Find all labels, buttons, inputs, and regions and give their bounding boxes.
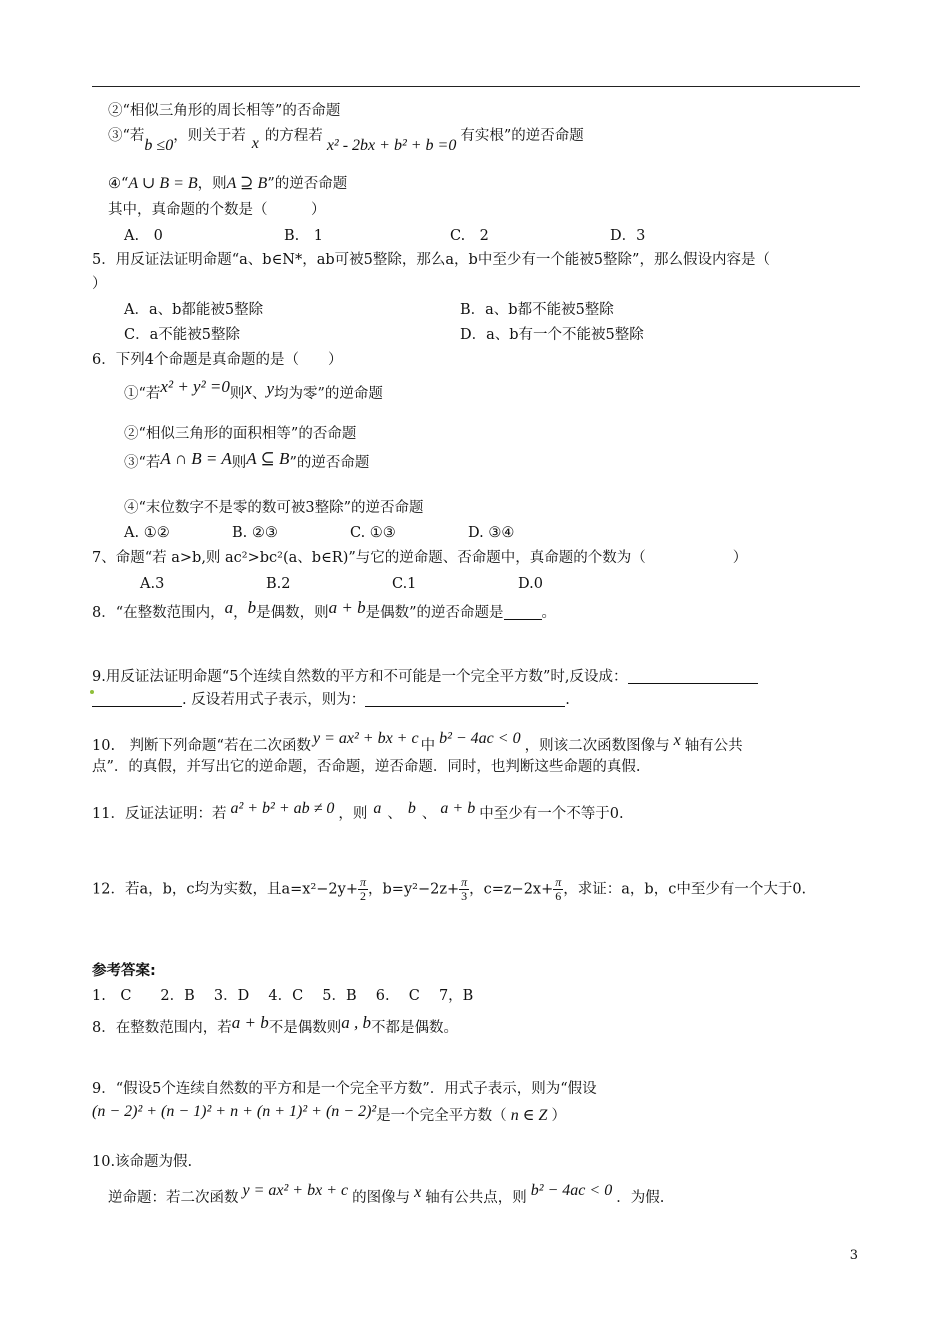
q4-item4-text-b: ，则 (197, 176, 227, 192)
q6-item1-text-b: 则 (229, 386, 245, 402)
q6-item1-x: x (244, 379, 252, 398)
answers-10-discriminant: b² − 4ac < 0 (530, 1182, 613, 1199)
q8-var-b: b (247, 598, 257, 617)
q9-blank-3[interactable] (365, 692, 565, 707)
q6-item1-text-a: ①“若 (124, 386, 161, 402)
q11-separator-1: 、 (387, 806, 402, 822)
q11-sum: a + b (440, 800, 476, 817)
answers-10-line1: 10.该命题为假. (92, 1154, 193, 1170)
q4-item3-text-d: 有实根”的逆否命题 (460, 128, 584, 144)
q4-item4-conclusion: A ⊇ B (226, 175, 268, 192)
q9-line2-end: . (565, 692, 570, 708)
q8-sum: a + b (328, 598, 366, 617)
q12-line (92, 876, 806, 903)
answers-8-text-a: 8．在整数范围内，若 (92, 1020, 232, 1036)
q10-x: x (673, 732, 681, 749)
q11-line (92, 800, 624, 824)
answers-9-line1: 9．“假设5个连续自然数的平方和是一个完全平方数”．用式子表示，则为“假设 (92, 1081, 597, 1097)
answers-10-function: y = ax² + bx + c (242, 1182, 349, 1199)
q4-item3-text-b: ，则关于若 (173, 128, 246, 144)
q4-item3 (108, 126, 584, 154)
q4-item3-variable: x (251, 135, 259, 152)
answers-10-text-d: ．为假. (616, 1190, 665, 1206)
q9-line1 (92, 667, 758, 687)
q4-option-c: C. 2 (450, 228, 489, 244)
q6-item1-text-c: 均为零”的逆命题 (274, 386, 383, 402)
q4-option-d: D．3 (610, 228, 646, 244)
q11-var-a: a (373, 800, 382, 817)
q12-frac1-denominator: 2 (360, 889, 366, 903)
answers-line1: 1. C 2．B 3．D 4．C 5．B 6. C 7，B (92, 988, 474, 1004)
q7-option-b: B.2 (266, 576, 291, 592)
q4-item4-text-c: ”的逆否命题 (267, 176, 348, 192)
q10-function: y = ax² + bx + c (312, 730, 419, 747)
q12-frac3-numerator: π (555, 875, 562, 889)
q4-item4-condition: A ∪ B = B (128, 175, 198, 192)
q4-item3-text-c: 的方程若 (264, 128, 323, 144)
q12-text-b: ，b=y²−2z+ (368, 881, 460, 898)
q12-text-c: ，c=z−2x+ (469, 881, 554, 898)
q8-text-a: 8．“在整数范围内， (92, 605, 225, 621)
q6-option-c: C. ①③ (350, 525, 396, 541)
q10-text-c: ，则该二次函数图像与 (524, 738, 670, 754)
q8-line (92, 598, 557, 623)
answers-9-set: n ∈ Z (510, 1107, 548, 1124)
q6-item3-text-b: 则 (231, 455, 247, 471)
q11-var-b: b (407, 800, 416, 817)
q12-frac3-denominator: 6 (555, 889, 562, 903)
q8-text-c: 是偶数”的逆否命题是 (365, 605, 504, 621)
q12-frac2-denominator: 3 (461, 889, 468, 903)
q7-stem: 7、命题“若 a>b,则 ac²>bc²(a、b∈R)”与它的逆命题、否命题中，真命题的个数为（ ） (92, 550, 748, 566)
q7-option-d: D.0 (518, 576, 543, 592)
answers-10-text-c: 轴有公共点，则 (425, 1190, 527, 1206)
q4-option-a: A. 0 (124, 228, 163, 244)
q4-item3-condition: b ≤0 (144, 137, 174, 154)
q4-item4 (108, 174, 347, 194)
q4-item4-text-a: ④“ (108, 176, 129, 192)
answers-10-x: x (414, 1184, 422, 1201)
q11-condition: a² + b² + ab ≠ 0 (230, 800, 335, 817)
q6-option-b: B. ②③ (232, 525, 278, 541)
q12-frac1-numerator: π (360, 875, 367, 889)
q10-text-d: 轴有公共 (684, 738, 743, 754)
q7-option-c: C.1 (392, 576, 417, 592)
answers-8-text-c: 不都是偶数。 (370, 1020, 458, 1036)
answers-8-vars: a , b (341, 1013, 371, 1032)
q9-line1-text: 9.用反证法证明命题“5个连续自然数的平方和不可能是一个完全平方数”时,反设成： (92, 669, 628, 685)
q12-text-d: ，求证：a，b，c中至少有一个大于0. (563, 881, 807, 898)
q6-item1-y: y (266, 379, 274, 398)
q4-item3-equation: x² - 2bx + b² + b =0 (326, 137, 457, 154)
q9-line2-text: . 反设若用式子表示，则为： (182, 692, 366, 708)
header-rule (92, 86, 860, 87)
q5-option-c: C．a不能被5整除 (124, 327, 240, 343)
q4-item2: ②“相似三角形的周长相等”的否命题 (108, 103, 341, 119)
q6-item3-conclusion: A ⊆ B (246, 449, 290, 468)
answers-9-text-b: 是一个完全平方数（ (376, 1108, 507, 1124)
q12-frac2-numerator: π (461, 875, 468, 889)
q12-fraction-3 (553, 876, 563, 903)
q5-stem: 5．用反证法证明命题“a、b∈N*，ab可被5整除，那么a，b中至少有一个能被5整除”，那么假设内容是（ (92, 252, 770, 268)
q12-fraction-1 (358, 876, 368, 903)
q6-item3-text-a: ③“若 (124, 455, 161, 471)
q6-stem: 6．下列4个命题是真命题的是（ ） (92, 352, 343, 368)
answers-heading: 参考答案: (92, 963, 156, 979)
q8-var-a: a (224, 598, 234, 617)
q5-option-a: A．a、b都能被5整除 (124, 302, 264, 318)
answers-10-text-a: 逆命题：若二次函数 (108, 1190, 239, 1206)
q10-text-a: 10. 判断下列命题“若在二次函数 (92, 738, 311, 754)
q10-text-b: 中 (420, 738, 436, 754)
q10-line2: 点”．的真假，并写出它的逆命题，否命题，逆否命题．同时，也判断这些命题的真假. (92, 759, 641, 775)
q6-item4: ④“末位数字不是零的数可被3整除”的逆否命题 (124, 500, 424, 516)
answers-9-text-c: ） (551, 1108, 566, 1124)
q6-item2: ②“相似三角形的面积相等”的否命题 (124, 426, 357, 442)
q6-option-d: D. ③④ (468, 525, 515, 541)
answers-8-sum: a + b (231, 1013, 269, 1032)
answers-10-line2 (108, 1182, 665, 1208)
q9-blank-2[interactable] (92, 692, 182, 707)
q4-ask: 其中，真命题的个数是（ ） (108, 202, 326, 218)
q10-line1 (92, 730, 743, 756)
q6-item1-equation: x² + y² =0 (160, 377, 230, 396)
q11-separator-2: 、 (421, 806, 437, 822)
q8-text-d: 。 (541, 605, 557, 621)
q4-item3-text-a: ③“若 (108, 128, 145, 144)
q8-text-b: 是偶数，则 (256, 605, 329, 621)
q9-blank-1[interactable] (628, 669, 758, 684)
answers-9-equation: (n − 2)² + (n − 1)² + n + (n + 1)² + (n − 2)² (92, 1103, 377, 1120)
q6-item3-text-c: ”的逆否命题 (289, 455, 370, 471)
q12-fraction-2 (459, 876, 469, 903)
q5-option-d: D．a、b有一个不能被5整除 (460, 327, 644, 343)
q6-item1 (124, 377, 383, 404)
q6-option-a: A. ①② (124, 525, 170, 541)
q4-option-b: B. 1 (284, 228, 323, 244)
answers-10-text-b: 的图像与 (352, 1190, 411, 1206)
q11-text-b: ，则 (338, 806, 368, 822)
q5-stem-continued: ） (92, 276, 107, 292)
q9-line2 (92, 690, 570, 710)
answers-8-text-b: 不是偶数则 (268, 1020, 342, 1036)
q5-option-b: B．a、b都不能被5整除 (460, 302, 614, 318)
q6-item3-equation: A ∩ B = A (160, 449, 232, 468)
q8-separator: ， (233, 605, 248, 621)
q6-item3 (124, 449, 370, 473)
q8-answer-blank[interactable] (504, 605, 542, 620)
q6-item1-separator: 、 (251, 386, 267, 402)
answers-8 (92, 1013, 458, 1038)
q7-option-a: A.3 (140, 576, 165, 592)
page-number: 3 (849, 1248, 858, 1263)
q10-discriminant: b² − 4ac < 0 (439, 730, 521, 747)
answers-9-line2 (92, 1103, 566, 1126)
q11-text-c: 中至少有一个不等于0. (479, 806, 624, 822)
q12-text-a: 12．若a，b，c均为实数，且a=x²−2y+ (92, 881, 358, 898)
q11-text-a: 11．反证法证明：若 (92, 806, 227, 822)
